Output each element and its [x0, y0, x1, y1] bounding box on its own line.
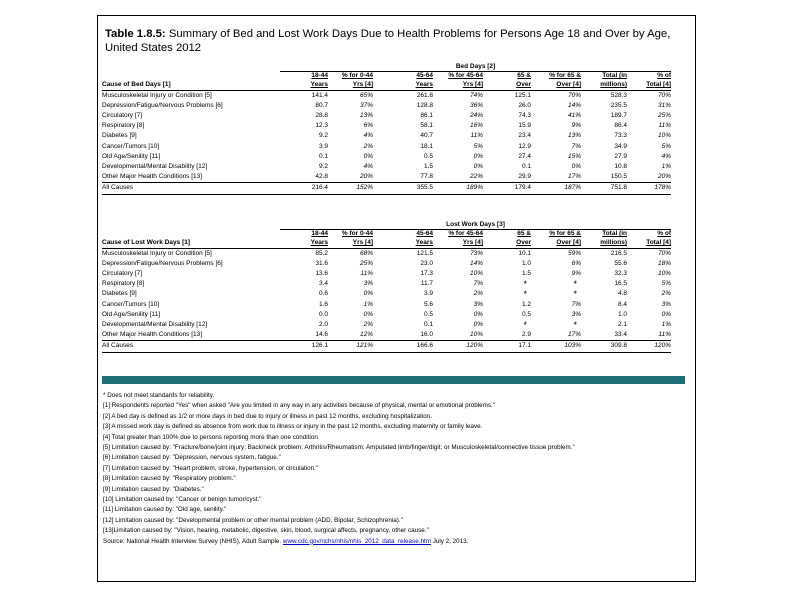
table-row	[102, 111, 671, 121]
table-row	[102, 172, 671, 183]
table-cell: 27.9	[614, 152, 627, 160]
table-cell: 20%	[657, 173, 671, 181]
footnote: [5] Limitation caused by: "Fracture/bone/joint injury; Back/neck problem; Arthritis/Rheumatism; Amputated limb/finger/digit; or Musculoskeletal/connective tissue problem."	[103, 444, 575, 452]
total-cell: 121%	[328, 341, 373, 352]
lost-work-days-header-bottom: Years	[280, 239, 328, 249]
table-cell: 10%	[469, 331, 483, 339]
bed-days-header-row-2	[102, 81, 671, 91]
lost-work-days-header-bottom: millions)	[581, 239, 627, 249]
table-cell: 37%	[359, 101, 373, 109]
bed-days-header-top	[102, 72, 280, 81]
table-row	[102, 142, 671, 152]
table-row	[102, 279, 671, 289]
table-cell: 12%	[359, 331, 373, 339]
total-cell: 126.1	[280, 341, 328, 352]
table-cell: 13%	[567, 132, 581, 140]
table-row	[102, 248, 671, 259]
total-cell: 17.1	[483, 341, 531, 352]
table-cell: 2.1	[617, 320, 627, 328]
footnote: [8] Limitation caused by: "Respiratory problem."	[103, 475, 236, 483]
table-cell: 6%	[571, 259, 581, 267]
table-cell: 7%	[473, 280, 483, 288]
table-cell: 5%	[661, 280, 672, 288]
total-cell: 355.5	[373, 183, 433, 194]
table-cell: 1.2	[521, 300, 531, 308]
total-cell: 309.8	[581, 341, 627, 352]
bed-days-header-row-1	[102, 72, 671, 81]
table-cell: 9.2	[318, 132, 328, 140]
row-label: Circulatory [7]	[102, 111, 143, 119]
lost-work-days-header-top: 45-64	[373, 230, 433, 239]
bed-days-header-top: 18-44	[280, 72, 328, 81]
table-cell: 17%	[567, 173, 581, 181]
table-cell: 0%	[473, 320, 483, 328]
table-cell: *	[573, 279, 577, 290]
bed-days-cause-header: Cause of Bed Days [1]	[102, 81, 280, 91]
table-cell: 2%	[473, 290, 483, 298]
table-row	[102, 289, 671, 299]
total-cell: 120%	[627, 341, 671, 352]
table-cell: 20%	[359, 173, 373, 181]
table-cell: 0%	[473, 152, 483, 160]
table-cell: 5%	[473, 142, 483, 150]
table-cell: 41%	[567, 111, 581, 119]
table-cell: 9.2	[318, 162, 328, 170]
table-cell: 86.1	[420, 111, 433, 119]
lost-work-days-header-top: 65 &	[483, 230, 531, 239]
table-cell: 12.3	[315, 122, 328, 130]
bed-days-header-bottom: Years	[373, 81, 433, 91]
table-cell: 3%	[661, 300, 672, 308]
table-cell: 16%	[469, 122, 483, 130]
footnote: [7] Limitation caused by: "Heart problem, stroke, hypertension, or circulation."	[103, 464, 319, 472]
table-cell: 0%	[473, 162, 483, 170]
table-row	[102, 320, 671, 330]
table-cell: 11.7	[420, 280, 433, 288]
bed-days-header-bottom: Over [4]	[531, 81, 581, 91]
table-cell: 261.8	[416, 91, 433, 99]
table-cell: 10.1	[518, 249, 531, 257]
table-cell: 70%	[658, 249, 672, 257]
table-cell: 7%	[571, 300, 581, 308]
table-cell: 13%	[359, 111, 373, 119]
row-label: Other Major Health Conditions [13]	[102, 173, 203, 181]
table-cell: 16.5	[614, 280, 627, 288]
table-cell: 0.5	[423, 310, 433, 318]
lost-work-days-header-bottom: Yrs [4]	[433, 239, 483, 249]
table-cell: 3.9	[318, 142, 328, 150]
lost-work-days-header-bottom: Years	[373, 239, 433, 249]
table-cell: 33.4	[614, 331, 627, 339]
footnotes	[103, 391, 688, 547]
table-row	[102, 300, 671, 310]
bed-days-header-top: % for 65 &	[531, 72, 581, 81]
row-label: Depression/Fatigue/Nervous Problems [6]	[102, 259, 223, 267]
bed-days-header-top: 65 &	[483, 72, 531, 81]
row-label: Cancer/Tumors [10]	[102, 300, 160, 308]
total-label: All Causes	[102, 341, 280, 352]
table-cell: 11%	[470, 132, 483, 140]
table-cell: 3.9	[423, 290, 433, 298]
table-cell: 528.3	[610, 91, 627, 99]
table-cell: 0.5	[423, 152, 433, 160]
row-label: Old Age/Senility [11]	[102, 310, 161, 318]
table-cell: 42.8	[315, 173, 328, 181]
table-cell: 18%	[658, 259, 672, 267]
table-cell: 16.0	[420, 331, 433, 339]
table-cell: 150.5	[610, 173, 627, 181]
table-cell: 1.0	[617, 310, 627, 318]
total-cell: 751.8	[581, 183, 627, 194]
table-cell: 17%	[567, 331, 581, 339]
footnote: [13]Limitation caused by: "Vision, hearing, metabolic, digestive, skin, blood, surgical affects, pregnancy, other cause."	[103, 527, 429, 535]
table-row	[102, 121, 671, 131]
table-cell: 29.9	[518, 173, 531, 181]
table-cell: 3%	[473, 300, 483, 308]
table-cell: 216.5	[610, 249, 627, 257]
table-cell: 0.1	[423, 320, 433, 328]
table-cell: 0%	[473, 310, 483, 318]
table-cell: 1.5	[521, 269, 531, 277]
table-cell: 26.0	[518, 101, 531, 109]
table-cell: 4%	[363, 132, 373, 140]
table-cell: 24%	[469, 111, 483, 119]
lost-work-days-header-row-1	[102, 230, 671, 239]
table-row	[102, 330, 671, 341]
row-label: Developmental/Mental Disability [12]	[102, 320, 208, 328]
row-label: Diabetes [9]	[102, 132, 137, 140]
table-cell: 0%	[661, 310, 672, 318]
table-title-text: Summary of Bed and Lost Work Days Due to Health Problems for Persons Age 18 and Over by Age, United States 2012	[105, 28, 671, 54]
table-cell: 3%	[571, 310, 581, 318]
table-cell: 11%	[360, 269, 373, 277]
row-label: Diabetes [9]	[102, 290, 137, 298]
table-cell: 128.8	[416, 101, 433, 109]
bed-days-header-bottom: Yrs [4]	[433, 81, 483, 91]
lost-work-days-header-top: % for 0-44	[328, 230, 373, 239]
total-cell: 179.4	[483, 183, 531, 194]
lost-work-days-group-header: Lost Work Days [3]	[446, 221, 505, 228]
table-cell: 141.4	[311, 91, 328, 99]
table-cell: 1.6	[318, 300, 328, 308]
bed-days-header-bottom: Yrs [4]	[328, 81, 373, 91]
lost-work-days-header-top	[102, 230, 280, 239]
lost-work-days-header-bottom: Yrs [4]	[328, 239, 373, 249]
table-cell: 36%	[469, 101, 483, 109]
table-cell: 10%	[658, 269, 672, 277]
bed-days-header-bottom: Over	[483, 81, 531, 91]
table-cell: 2.9	[521, 331, 531, 339]
table-cell: 17.3	[420, 269, 433, 277]
table-title	[105, 27, 690, 55]
table-row	[102, 90, 671, 101]
table-cell: 4.8	[617, 290, 627, 298]
table-cell: 74.3	[518, 111, 531, 119]
table-cell: 0.1	[318, 152, 328, 160]
row-label: Old Age/Senility [11]	[102, 152, 161, 160]
table-cell: 5%	[661, 142, 671, 150]
table-cell: 25%	[657, 111, 671, 119]
table-cell: 189.7	[610, 111, 627, 119]
table-cell: 0.0	[318, 310, 328, 318]
table-cell: 25%	[359, 259, 373, 267]
table-cell: 0%	[363, 310, 373, 318]
table-cell: 0.6	[318, 290, 328, 298]
table-cell: 22%	[469, 173, 483, 181]
table-cell: 18.1	[420, 142, 433, 150]
table-cell: *	[573, 289, 577, 300]
table-cell: *	[523, 289, 527, 300]
lost-work-days-group-spacer	[102, 220, 280, 230]
table-row	[102, 269, 671, 279]
source-date: July 2, 2013.	[430, 537, 469, 545]
table-cell: 2%	[363, 320, 373, 328]
footnote: [4] Total greater than 100% due to persons reporting more than one condition	[103, 433, 318, 441]
table-row	[102, 101, 671, 111]
bed-days-header-top: % for 45-64	[433, 72, 483, 81]
source-line	[103, 537, 688, 547]
lost-work-days-header-row-2	[102, 239, 671, 249]
table-cell: 23.0	[420, 259, 433, 267]
table-cell: 121.5	[416, 249, 433, 257]
total-cell: 152%	[328, 183, 373, 194]
total-cell: 166.6	[373, 341, 433, 352]
lost-work-days-table	[102, 220, 671, 353]
table-cell: 15.9	[518, 122, 531, 130]
table-cell: 59%	[567, 249, 581, 257]
table-cell: 28.8	[315, 111, 328, 119]
total-label: All Causes	[102, 183, 280, 194]
table-cell: 8.4	[617, 300, 627, 308]
table-cell: 23.4	[518, 132, 531, 140]
total-cell: 103%	[531, 341, 581, 352]
table-cell: 0.5	[521, 310, 531, 318]
table-cell: 2%	[661, 290, 672, 298]
table-row	[102, 152, 671, 162]
row-label: Musculoskeletal Injury or Condition [5]	[102, 249, 212, 257]
total-cell: 120%	[433, 341, 483, 352]
row-label: Respiratory [8]	[102, 280, 145, 288]
lost-work-days-header-top: % for 45-64	[433, 230, 483, 239]
lost-work-days-header-top: Total (in	[581, 230, 627, 239]
bed-days-header-top: 45-64	[373, 72, 433, 81]
bed-days-header-bottom: millions)	[581, 81, 627, 91]
table-cell: 27.4	[518, 152, 531, 160]
footnote: [6] Limitation caused by: "Depression, nervous system, fatigue."	[103, 454, 281, 462]
table-cell: 31.6	[315, 259, 328, 267]
table-row	[102, 310, 671, 320]
bed-days-group-spacer	[102, 62, 280, 72]
table-cell: 65%	[359, 91, 373, 99]
table-cell: 31%	[657, 101, 671, 109]
table-cell: 9%	[571, 269, 581, 277]
table-cell: 125.1	[514, 91, 531, 99]
table-number: Table 1.8.5:	[105, 28, 166, 40]
table-cell: 11%	[658, 331, 672, 339]
table-cell: 2%	[363, 142, 373, 150]
bed-days-header-bottom: Total [4]	[627, 81, 671, 91]
bed-days-header-bottom: Years	[280, 81, 328, 91]
lost-work-days-total-row	[102, 341, 671, 352]
lost-work-days-header-bottom: Total [4]	[627, 239, 671, 249]
table-cell: 1%	[661, 320, 672, 328]
total-cell: 178%	[627, 183, 671, 194]
row-label: Depression/Fatigue/Nervous Problems [6]	[102, 101, 223, 109]
lost-work-days-body	[102, 220, 671, 352]
row-label: Respiratory [8]	[102, 122, 145, 130]
table-cell: 14%	[567, 101, 581, 109]
lost-work-days-cause-header: Cause of Lost Work Days [1]	[102, 239, 280, 249]
table-cell: 0.1	[521, 162, 531, 170]
table-cell: 5.6	[423, 300, 433, 308]
footnote-list	[103, 391, 688, 537]
bed-days-body	[102, 62, 671, 194]
source-text: Source: National Health Interview Survey (NHIS), Adult Sample.	[103, 537, 283, 545]
table-row	[102, 131, 671, 141]
total-cell: 187%	[531, 183, 581, 194]
table-cell: 6%	[363, 122, 373, 130]
bed-days-group-header: Bed Days [2]	[455, 63, 496, 70]
bed-days-header-top: % for 0-44	[328, 72, 373, 81]
table-row	[102, 259, 671, 269]
footnote: [2] A bed day is defined as 1/2 or more days in bed due to injury or illness in past 12 months, excluding hospitalization.	[103, 412, 433, 420]
table-cell: 77.8	[420, 173, 433, 181]
row-label: Cancer/Tumors [10]	[102, 142, 160, 150]
table-cell: 10.8	[614, 162, 627, 170]
bed-days-table	[102, 62, 671, 195]
footnote: [11] Limitation caused by: "Old age, senility."	[103, 506, 227, 514]
footnote: [9] Limitation caused by: "Diabetes."	[103, 485, 204, 493]
lost-work-days-header-top: 18-44	[280, 230, 328, 239]
table-cell: 10%	[657, 132, 671, 140]
table-row	[102, 162, 671, 172]
lost-work-days-header-top: % of	[627, 230, 671, 239]
row-label: Musculoskeletal Injury or Condition [5]	[102, 91, 212, 99]
table-cell: 15%	[567, 152, 581, 160]
table-cell: 4%	[661, 152, 671, 160]
bed-days-group-header-row	[102, 62, 671, 72]
row-label: Other Major Health Conditions [13]	[102, 331, 203, 339]
footnote: [10] Limitation caused by: "Cancer or benign tumor/cyst."	[103, 496, 262, 504]
table-cell: 85.2	[315, 249, 328, 257]
table-cell: *	[523, 279, 527, 290]
table-cell: 40.7	[420, 132, 433, 140]
table-cell: 14.6	[315, 331, 328, 339]
row-label: Developmental/Mental Disability [12]	[102, 162, 208, 170]
table-cell: 1%	[661, 162, 671, 170]
footnote: [12] Limitation caused by: "Developmental problem or other mental problem (ADD, Bipolar, Schizophrenia)."	[103, 516, 403, 524]
table-cell: 86.4	[614, 122, 627, 130]
table-cell: *	[523, 319, 527, 330]
lost-work-days-group-header-row	[102, 220, 671, 230]
table-cell: 1.5	[423, 162, 433, 170]
table-cell: 58.1	[420, 122, 433, 130]
table-cell: 2.0	[318, 320, 328, 328]
footnote: * Does not meet standards for reliability.	[103, 392, 215, 399]
table-cell: 10%	[469, 269, 483, 277]
footnote: [1] Respondents reported "Yes" when asked "Are you limited in any way in any activities because of physical, mental or emotional problems."	[103, 402, 495, 410]
table-cell: 13.6	[315, 269, 328, 277]
bed-days-header-top: % of	[627, 72, 671, 81]
lost-work-days-header-top: % for 65 &	[531, 230, 581, 239]
table-cell: 14%	[469, 259, 483, 267]
lost-work-days-header-bottom: Over [4]	[531, 239, 581, 249]
total-cell: 216.4	[280, 183, 328, 194]
bed-days-total-row	[102, 183, 671, 194]
table-cell: 70%	[567, 91, 581, 99]
table-cell: 68%	[359, 249, 373, 257]
table-cell: 4%	[363, 162, 373, 170]
table-divider-bar	[102, 376, 685, 384]
row-label: Circulatory [7]	[102, 269, 143, 277]
table-cell: 12.9	[518, 142, 531, 150]
bed-days-header-top: Total (in	[581, 72, 627, 81]
table-cell: 11%	[658, 122, 671, 130]
table-cell: *	[573, 319, 577, 330]
table-cell: 3%	[363, 280, 373, 288]
footnote: [3] A missed work day is defined as absence from work due to illness or injury in the past 12 months, excluding maternity or family leave.	[103, 423, 483, 431]
table-cell: 32.3	[614, 269, 627, 277]
table-cell: 73.3	[614, 132, 627, 140]
total-cell: 189%	[433, 183, 483, 194]
table-cell: 73%	[469, 249, 483, 257]
table-cell: 34.9	[614, 142, 627, 150]
table-cell: 74%	[469, 91, 483, 99]
table-cell: 70%	[657, 91, 671, 99]
table-cell: 235.5	[610, 101, 627, 109]
table-cell: 80.7	[315, 101, 328, 109]
table-cell: 9%	[571, 122, 581, 130]
table-cell: 0%	[571, 162, 581, 170]
table-cell: 3.4	[318, 280, 328, 288]
table-cell: 1.0	[521, 259, 531, 267]
table-cell: 0%	[363, 152, 373, 160]
table-cell: 1%	[363, 300, 373, 308]
source-link[interactable]: www.cdc.gov/nchs/nhis/nhis_2012_data_release.htm	[282, 537, 431, 545]
lost-work-days-header-bottom: Over	[483, 239, 531, 249]
table-cell: 0%	[363, 290, 373, 298]
table-cell: 7%	[571, 142, 581, 150]
table-cell: 55.6	[614, 259, 627, 267]
